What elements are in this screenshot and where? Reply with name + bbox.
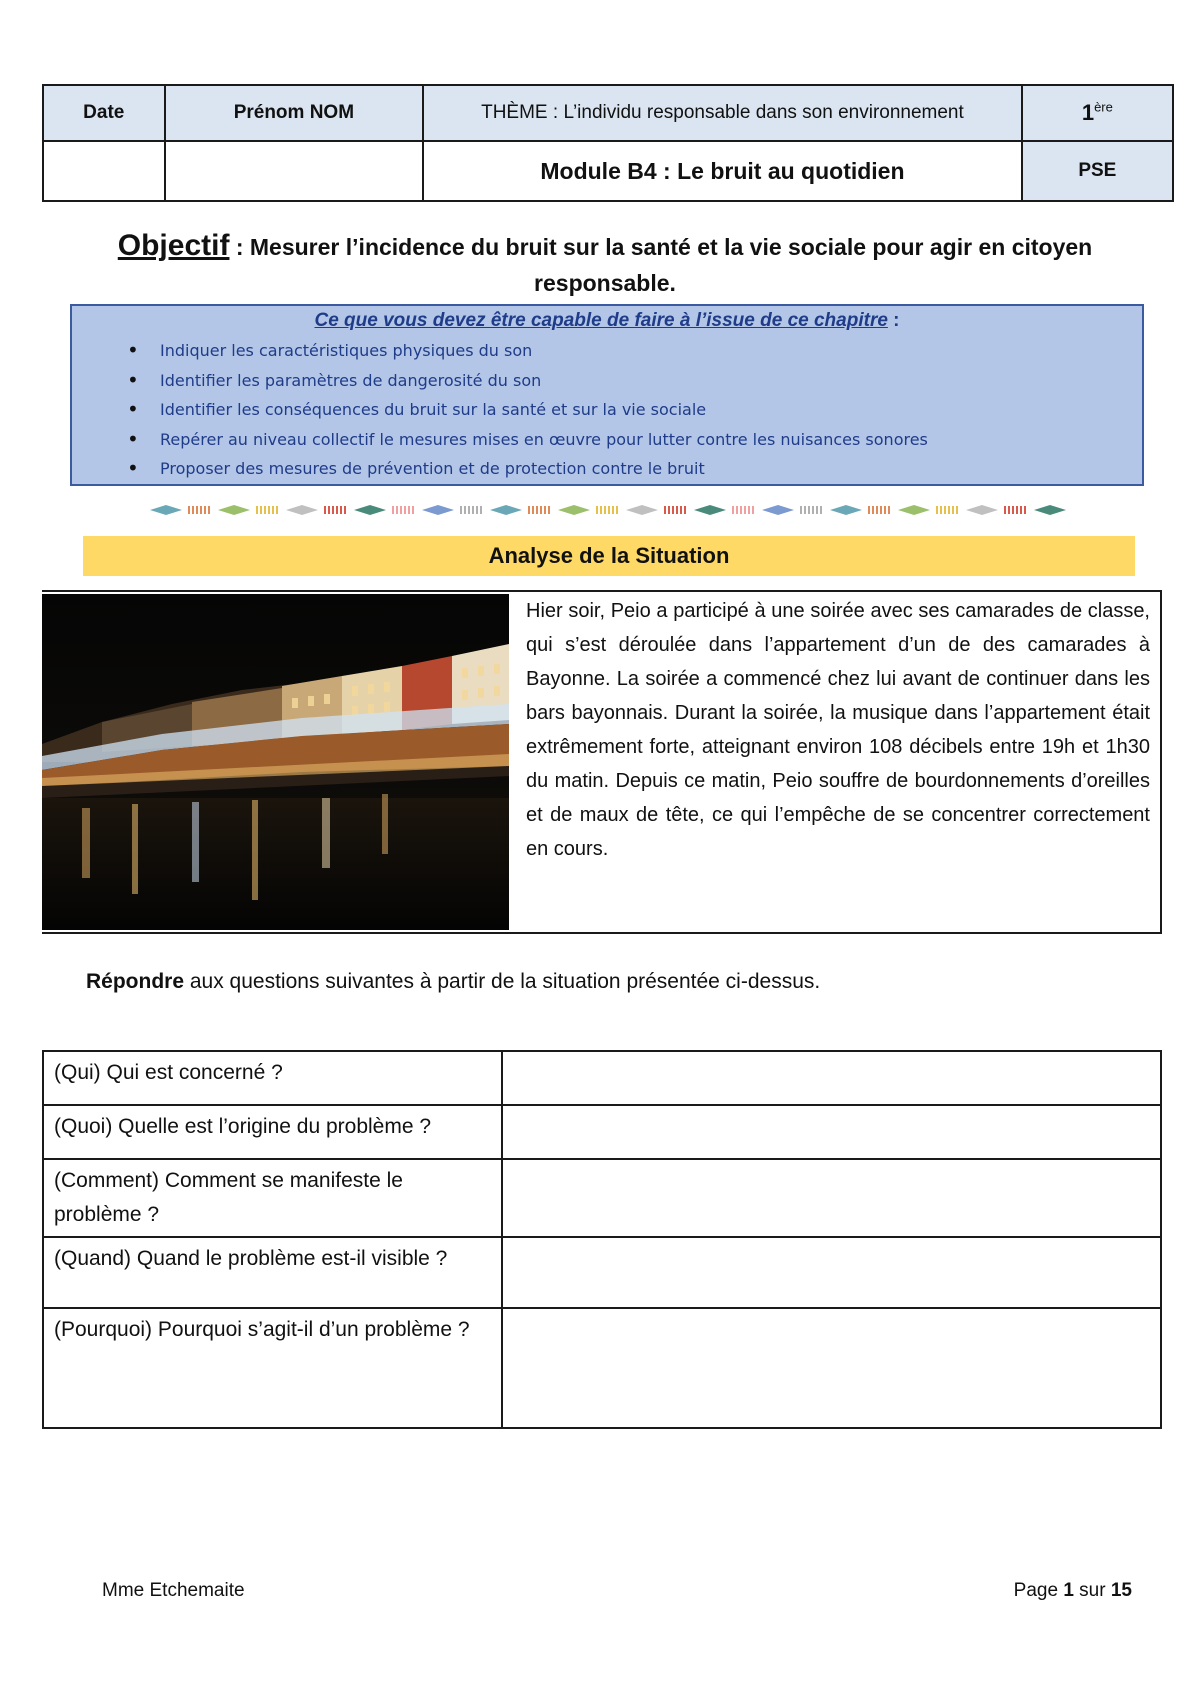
- divider-diamond: [966, 505, 998, 515]
- divider-bar: [460, 506, 462, 514]
- divider-bar: [472, 506, 474, 514]
- footer-author: Mme Etchemaite: [102, 1580, 245, 1601]
- divider-bar: [1004, 506, 1006, 514]
- divider-bar: [336, 506, 338, 514]
- divider-bar: [324, 506, 326, 514]
- divider-bar: [1012, 506, 1014, 514]
- divider-diamond: [218, 505, 250, 515]
- divider-bar: [600, 506, 602, 514]
- objective-label: Objectif: [117, 229, 230, 262]
- night-harbour-photo: [42, 594, 509, 930]
- divider-bar: [204, 506, 206, 514]
- skills-list: [72, 336, 1142, 484]
- divider-bar: [804, 506, 806, 514]
- skills-box: [70, 304, 1144, 486]
- divider-bar: [680, 506, 682, 514]
- divider-bar: [952, 506, 954, 514]
- objective-text: : Mesurer l’incidence du bruit sur la santé et la vie sociale pour agir en citoyen responsable.: [229, 234, 1093, 296]
- header-table: [42, 84, 1174, 202]
- divider-diamond: [354, 505, 386, 515]
- divider-bar: [744, 506, 746, 514]
- divider-bar: [748, 506, 750, 514]
- divider-bar: [1020, 506, 1022, 514]
- theme-label: THÈME : L’individu responsable dans son environnement: [423, 85, 1021, 141]
- divider-bar: [532, 506, 534, 514]
- table-row: [43, 1105, 1161, 1159]
- grade-number: 1: [1081, 100, 1095, 126]
- divider-bar: [536, 506, 538, 514]
- skills-title-colon: :: [887, 310, 900, 331]
- divider-bar: [752, 506, 754, 514]
- module-title: Module B4 : Le bruit au quotidien: [423, 141, 1021, 201]
- name-label: Prénom NOM: [165, 85, 424, 141]
- instruction-bold: Répondre: [86, 970, 185, 993]
- divider-bar: [596, 506, 598, 514]
- table-row: [43, 1159, 1161, 1237]
- divider-bar: [528, 506, 530, 514]
- divider-bar: [208, 506, 210, 514]
- situation-text: Hier soir, Peio a participé à une soirée avec ses camarades de classe, qui s’est déroulée dans l’appartement d’un de des camarades à Bayonne. La soirée a commencé chez lui avant de continuer dans les bars bayonnais. Durant la soirée, la musique dans l’appartement était extrêmement forte, atteignant environ 108 décibels entre 19h et 1h30 du matin. Depuis ce matin, Peio souffre de bourdonnements d’oreilles et de maux de tête, ce qui l’empêche de se concentrer correctement en cours.: [526, 600, 1150, 860]
- divider-bar: [876, 506, 878, 514]
- divider-bar: [276, 506, 278, 514]
- divider-bar: [392, 506, 394, 514]
- divider-bar: [192, 506, 194, 514]
- skill-item: • Indiquer les caractéristiques physiques du son: [160, 336, 1142, 366]
- question-why: (Pourquoi) Pourquoi s’agit-il d’un problème ?: [43, 1308, 502, 1428]
- divider-bar: [944, 506, 946, 514]
- divider-diamond: [898, 505, 930, 515]
- table-row: [43, 1237, 1161, 1308]
- divider-bar: [684, 506, 686, 514]
- page-total: 15: [1110, 1580, 1132, 1601]
- analysis-title: Analyse de la Situation: [83, 536, 1135, 576]
- divider-bar: [880, 506, 882, 514]
- answer-field-when[interactable]: [502, 1237, 1161, 1308]
- question-how: (Comment) Comment se manifeste le problème ?: [43, 1159, 502, 1237]
- divider-bar: [400, 506, 402, 514]
- grade-cell: [1022, 85, 1173, 141]
- divider-bar: [404, 506, 406, 514]
- divider-bar: [544, 506, 546, 514]
- decorative-divider: [150, 502, 1070, 518]
- divider-diamond: [422, 505, 454, 515]
- instruction: [86, 970, 820, 994]
- divider-diamond: [762, 505, 794, 515]
- footer-page-number: [1014, 1580, 1132, 1602]
- divider-bar: [884, 506, 886, 514]
- divider-bar: [1016, 506, 1018, 514]
- divider-diamond: [490, 505, 522, 515]
- divider-diamond: [1034, 505, 1066, 515]
- divider-bar: [260, 506, 262, 514]
- page-current: 1: [1063, 1580, 1074, 1601]
- divider-bar: [548, 506, 550, 514]
- date-field[interactable]: [43, 141, 165, 201]
- divider-bar: [200, 506, 202, 514]
- divider-bar: [412, 506, 414, 514]
- divider-bar: [332, 506, 334, 514]
- skill-item: • Identifier les paramètres de dangerosité du son: [160, 366, 1142, 396]
- divider-bar: [664, 506, 666, 514]
- divider-bar: [188, 506, 190, 514]
- divider-bar: [948, 506, 950, 514]
- divider-bar: [408, 506, 410, 514]
- divider-bar: [676, 506, 678, 514]
- divider-diamond: [150, 505, 182, 515]
- table-row: [43, 1308, 1161, 1428]
- divider-bar: [328, 506, 330, 514]
- skills-title-text: Ce que vous devez être capable de faire à l’issue de ce chapitre: [314, 310, 888, 331]
- divider-bar: [740, 506, 742, 514]
- grade-suffix: ère: [1094, 99, 1113, 115]
- page-prefix: Page: [1013, 1580, 1064, 1601]
- question-who: (Qui) Qui est concerné ?: [43, 1051, 502, 1105]
- divider-diamond: [830, 505, 862, 515]
- divider-bar: [808, 506, 810, 514]
- divider-diamond: [286, 505, 318, 515]
- skills-title: [72, 310, 1142, 332]
- page-mid: sur: [1073, 1580, 1111, 1601]
- subject-label: PSE: [1022, 141, 1173, 201]
- divider-bar: [812, 506, 814, 514]
- divider-bar: [608, 506, 610, 514]
- questions-table: [42, 1050, 1162, 1429]
- divider-bar: [668, 506, 670, 514]
- divider-bar: [872, 506, 874, 514]
- divider-bar: [604, 506, 606, 514]
- divider-bar: [672, 506, 674, 514]
- divider-bar: [344, 506, 346, 514]
- name-field[interactable]: [165, 141, 424, 201]
- divider-bar: [940, 506, 942, 514]
- divider-bar: [732, 506, 734, 514]
- divider-bar: [264, 506, 266, 514]
- divider-bar: [868, 506, 870, 514]
- divider-bar: [816, 506, 818, 514]
- divider-bar: [616, 506, 618, 514]
- divider-bar: [540, 506, 542, 514]
- divider-bar: [612, 506, 614, 514]
- objective: [60, 228, 1150, 301]
- answer-field-why[interactable]: [502, 1308, 1161, 1428]
- situation-block: [42, 590, 1162, 934]
- divider-bar: [888, 506, 890, 514]
- divider-bar: [800, 506, 802, 514]
- divider-bar: [464, 506, 466, 514]
- skill-item: • Repérer au niveau collectif le mesures mises en œuvre pour lutter contre les nuisances sonores: [160, 425, 1142, 455]
- skill-item: • Identifier les conséquences du bruit sur la santé et sur la vie sociale: [160, 395, 1142, 425]
- answer-field-what[interactable]: [502, 1105, 1161, 1159]
- divider-bar: [272, 506, 274, 514]
- divider-diamond: [694, 505, 726, 515]
- divider-bar: [1024, 506, 1026, 514]
- table-row: [43, 1051, 1161, 1105]
- divider-bar: [476, 506, 478, 514]
- instruction-text: aux questions suivantes à partir de la situation présentée ci-dessus.: [184, 970, 821, 993]
- divider-bar: [1008, 506, 1010, 514]
- skill-item: • Proposer des mesures de prévention et de protection contre le bruit: [160, 454, 1142, 484]
- divider-bar: [468, 506, 470, 514]
- divider-bar: [820, 506, 822, 514]
- divider-bar: [936, 506, 938, 514]
- divider-bar: [396, 506, 398, 514]
- divider-bar: [956, 506, 958, 514]
- divider-bar: [340, 506, 342, 514]
- answer-field-who[interactable]: [502, 1051, 1161, 1105]
- divider-bar: [736, 506, 738, 514]
- divider-diamond: [558, 505, 590, 515]
- divider-diamond: [626, 505, 658, 515]
- divider-bar: [256, 506, 258, 514]
- answer-field-how[interactable]: [502, 1159, 1161, 1237]
- divider-bar: [268, 506, 270, 514]
- date-label: Date: [43, 85, 165, 141]
- divider-bar: [196, 506, 198, 514]
- question-what: (Quoi) Quelle est l’origine du problème ?: [43, 1105, 502, 1159]
- question-when: (Quand) Quand le problème est-il visible ?: [43, 1237, 502, 1308]
- divider-bar: [480, 506, 482, 514]
